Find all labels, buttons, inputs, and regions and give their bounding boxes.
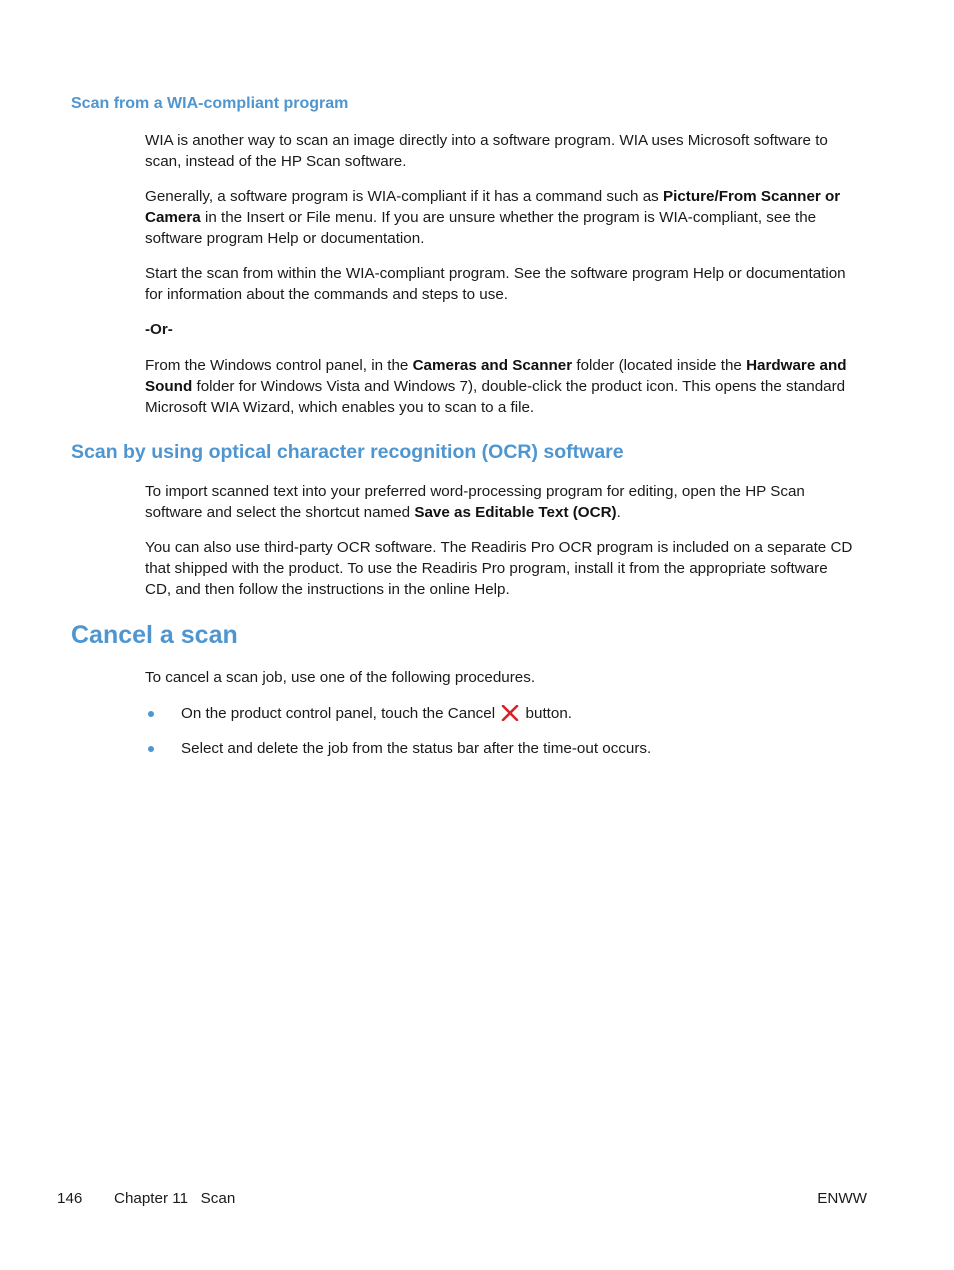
wia-p4-text-c: folder (located inside the — [572, 357, 747, 374]
wia-paragraph-4 — [145, 355, 857, 418]
footer-right-label: ENWW — [817, 1190, 867, 1207]
wia-paragraph-2 — [145, 186, 857, 249]
bullet1-text-a: On the product control panel, touch the Cancel — [181, 705, 496, 722]
cancel-x-icon — [501, 705, 519, 721]
page-number: 146 — [57, 1190, 83, 1207]
wia-p4-folder-cameras: Cameras and Scanner — [412, 357, 573, 374]
bullet-icon — [148, 711, 154, 717]
ocr-p1-text-c: . — [616, 504, 621, 521]
section-heading-ocr: Scan by using optical character recognition (OCR) software — [71, 441, 624, 463]
wia-p4-text-a: From the Windows control panel, in the — [145, 357, 413, 374]
footer-chapter: Chapter 11 Scan — [114, 1190, 236, 1207]
or-separator: -Or- — [145, 321, 173, 338]
wia-p4-text-e: folder for Windows Vista and Windows 7), double-click the product icon. This opens the standard Microsoft WIA Wizard, which enables you to scan to a file. — [145, 378, 846, 416]
bullet-text: Select and delete the job from the status bar after the time-out occurs. — [181, 740, 652, 757]
ocr-paragraph-2: You can also use third-party OCR software. The Readiris Pro OCR program is included on a separate CD that shipped with the product. To use the Readiris Pro program, install it from the appropriate software CD, and then follow the instructions in the online Help. — [145, 539, 853, 598]
bullet1-text-b: button. — [525, 705, 572, 722]
section-heading-wia: Scan from a WIA-compliant program — [71, 95, 349, 112]
wia-p4-folder-hardware: Hardware and Sound — [145, 357, 847, 395]
wia-paragraph-1: WIA is another way to scan an image directly into a software program. WIA uses Microsoft software to scan, instead of the HP Scan software. — [145, 132, 828, 170]
section-heading-cancel: Cancel a scan — [71, 621, 238, 649]
wia-p2-text-a: Generally, a software program is WIA-compliant if it has a command such as — [145, 188, 663, 205]
ocr-p1-text-a: To import scanned text into your preferred word-processing program for editing, open the HP Scan software and select the shortcut named — [145, 483, 805, 521]
bullet-text — [181, 703, 572, 724]
list-item — [145, 703, 857, 724]
ocr-p1-shortcut-name: Save as Editable Text (OCR) — [414, 504, 617, 521]
wia-paragraph-3: Start the scan from within the WIA-compliant program. See the software program Help or documentation for information about the commands and steps to use. — [145, 265, 846, 303]
cancel-intro: To cancel a scan job, use one of the following procedures. — [145, 669, 536, 686]
wia-p2-text-c: in the Insert or File menu. If you are unsure whether the program is WIA-compliant, see the software program Help or documentation. — [145, 209, 817, 247]
wia-p2-menu-command: Picture/From Scanner or Camera — [145, 188, 841, 226]
list-item — [145, 738, 857, 759]
ocr-paragraph-1 — [145, 481, 857, 523]
bullet-icon — [148, 746, 154, 752]
